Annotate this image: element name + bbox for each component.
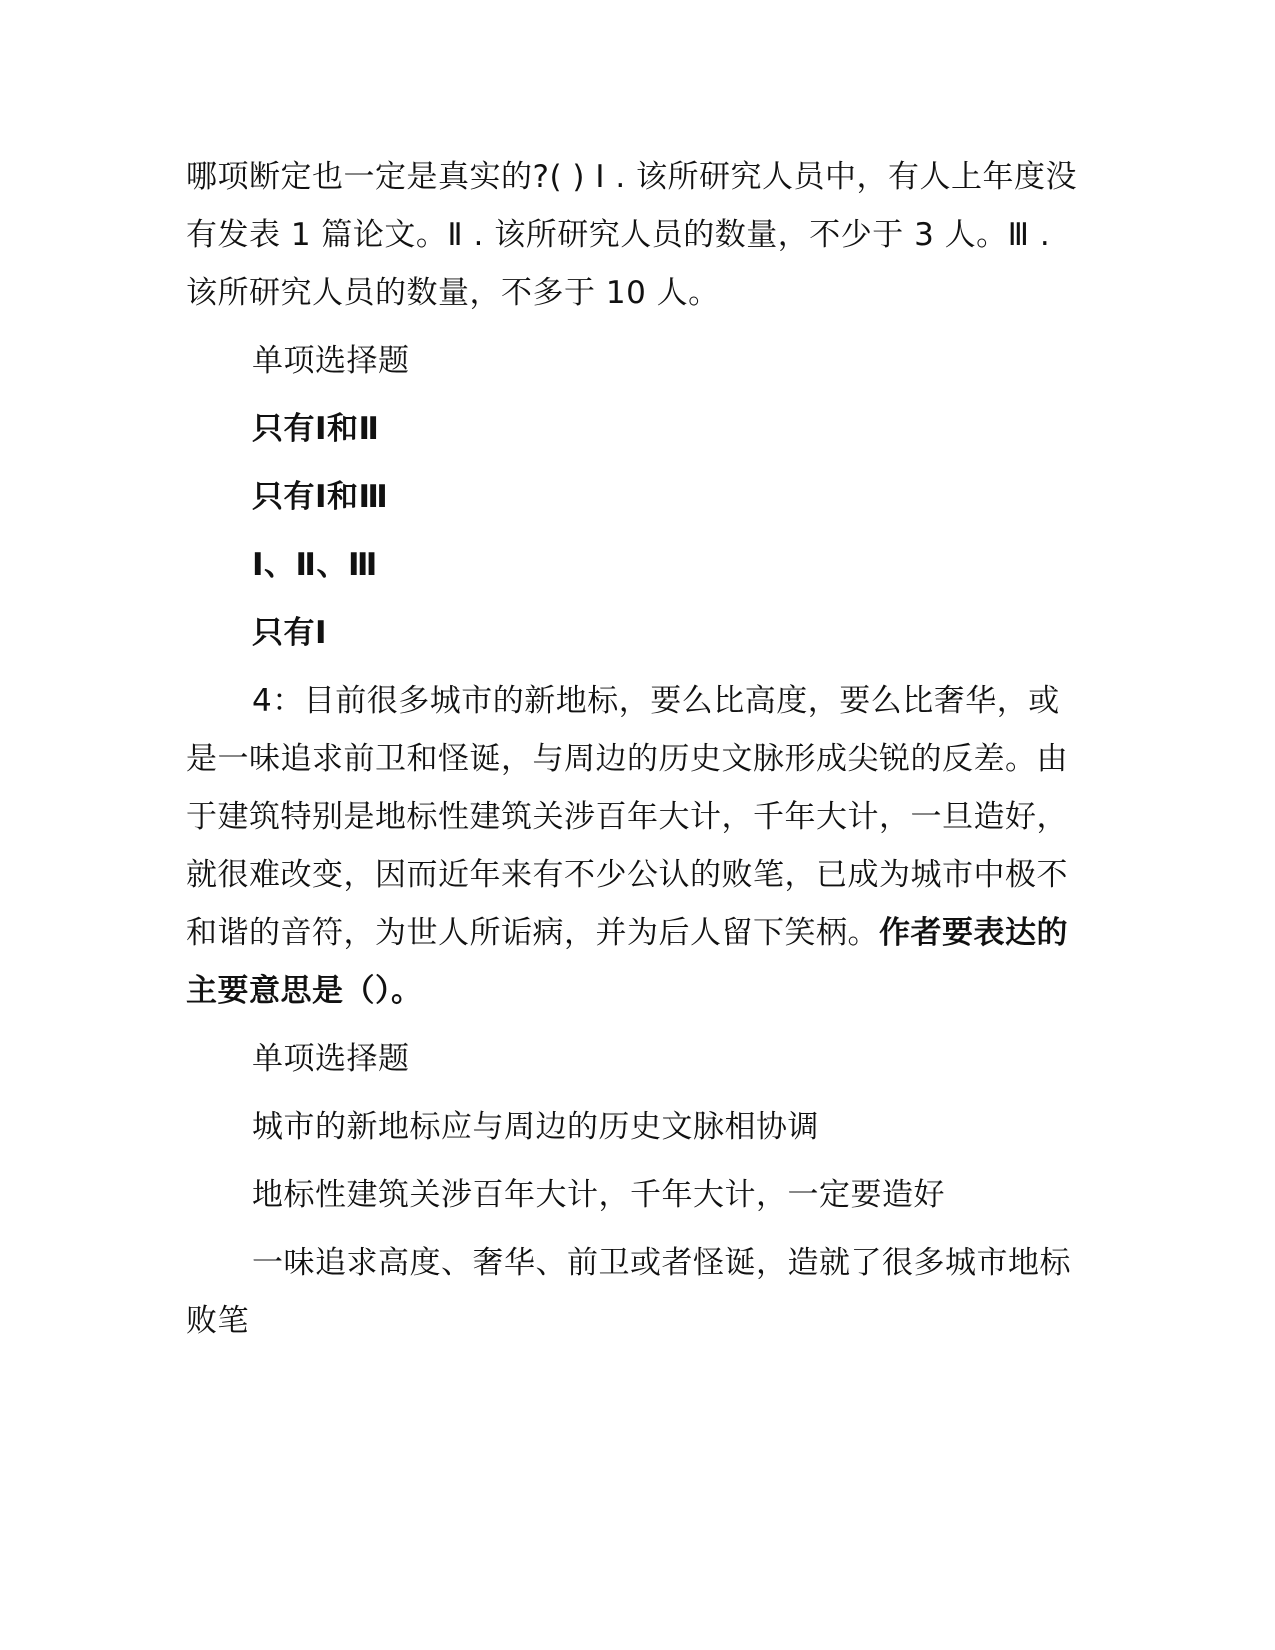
question-4-stem [186, 672, 1086, 1020]
question-4-type-label: 单项选择题 [252, 1041, 410, 1077]
question-3-option-c: Ⅰ、Ⅱ、Ⅲ [252, 547, 378, 583]
question-3-option-a: 只有Ⅰ和Ⅱ [252, 411, 380, 447]
question-4-passage: 4：目前很多城市的新地标，要么比高度，要么比奢华，或是一味追求前卫和怪诞，与周边的历史文脉形成尖锐的反差。由于建筑特别是地标性建筑关涉百年大计，千年大计，一旦造好，就很难改变，因而近年来有不少公认的败笔，已成为城市中极不和谐的音符，为世人所诟病，并为后人留下笑柄。 [186, 683, 1068, 951]
question-3-option-b: 只有Ⅰ和Ⅲ [252, 479, 389, 515]
document-body [186, 148, 1086, 1350]
question-4-option-c: 一味追求高度、奢华、前卫或者怪诞，造就了很多城市地标败笔 [186, 1245, 1071, 1339]
question-3-stem: 哪项断定也一定是真实的?( ) Ⅰ . 该所研究人员中，有人上年度没有发表 1 篇论文。Ⅱ . 该所研究人员的数量，不少于 3 人。Ⅲ . 该所研究人员的数量，不多于 10 人。 [186, 159, 1078, 311]
question-3-type-label: 单项选择题 [252, 343, 410, 379]
question-4-option-b: 地标性建筑关涉百年大计，千年大计，一定要造好 [252, 1177, 945, 1213]
question-3-option-d: 只有Ⅰ [252, 615, 328, 651]
question-4-option-a: 城市的新地标应与周边的历史文脉相协调 [252, 1109, 819, 1145]
question-4-question: 作者要表达的主要意思是（）。 [186, 915, 1068, 1009]
